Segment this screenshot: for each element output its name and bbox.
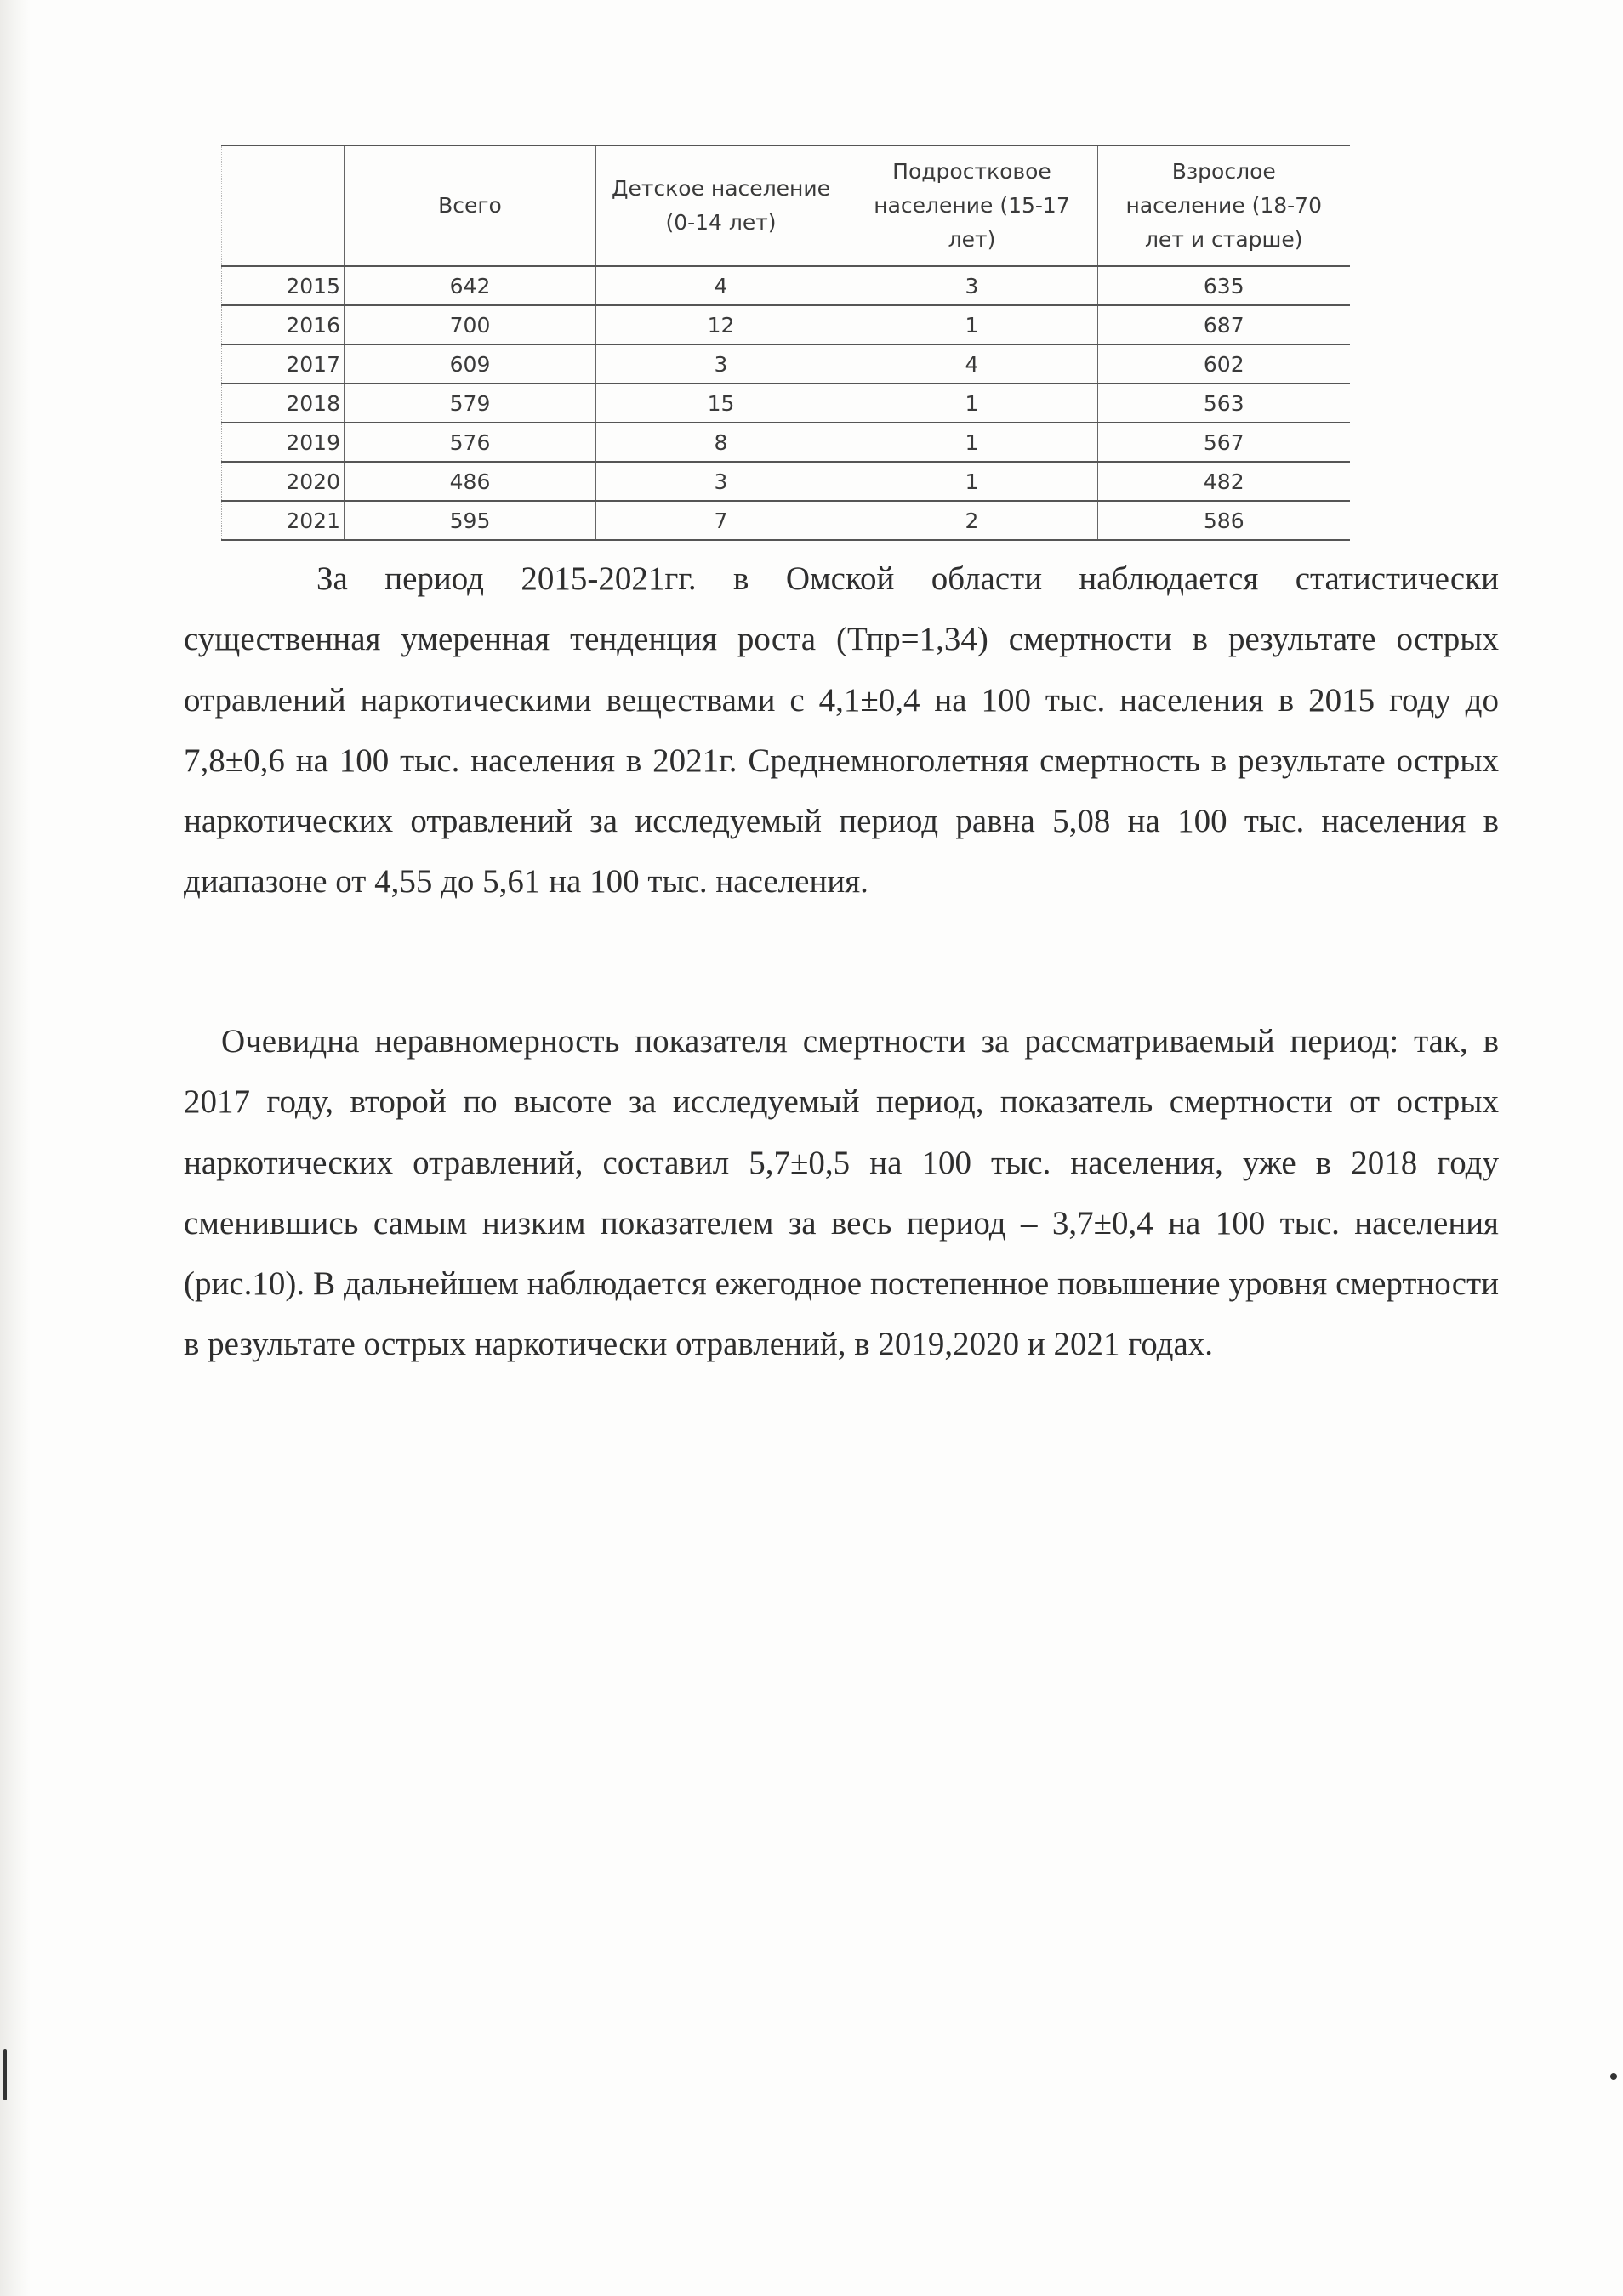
cell-adults: 482 <box>1098 462 1350 501</box>
table-row <box>222 462 1350 501</box>
cell-adults: 687 <box>1098 305 1350 344</box>
table-row <box>222 305 1350 344</box>
cell-adults: 635 <box>1098 266 1350 305</box>
cell-teens: 1 <box>846 384 1098 423</box>
cell-teens: 1 <box>846 423 1098 462</box>
header-year <box>222 145 345 266</box>
paragraph-trend <box>184 548 1499 912</box>
cell-teens: 3 <box>846 266 1098 305</box>
cell-year: 2021 <box>222 501 345 540</box>
header-teens-line: лет) <box>948 227 996 252</box>
table-row <box>222 344 1350 384</box>
cell-children: 3 <box>596 462 846 501</box>
cell-total: 576 <box>345 423 596 462</box>
table-row <box>222 423 1350 462</box>
mortality-table <box>221 145 1350 541</box>
header-adults-line: население (18-70 <box>1125 193 1322 218</box>
paragraph-text: Очевидна неравномерность показателя смертности за рассматриваемый период: так, в 2017 году, второй по высоте за исследуемый период, показатель смертности от острых наркотических отравлений, составил 5,7±0,5 на 100 тыс. населения, уже в 2018 году сменившись самым низким показателем за весь период – 3,7±0,4 на 100 тыс. населения (рис.10). В дальнейшем наблюдается ежегодное постепенное повышение уровня смертности в результате острых наркотически отравлений, в 2019,2020 и 2021 годах. <box>184 1023 1499 1363</box>
cell-children: 15 <box>596 384 846 423</box>
table-header <box>222 145 1350 266</box>
header-total <box>345 145 596 266</box>
paragraph-text: За период 2015-2021гг. в Омской области наблюдается статистически существенная умеренная тенденция роста (Тпр=1,34) смертности в результате острых отравлений наркотическими веществами с 4,1±0,4 на 100 тыс. населения в 2015 году до 7,8±0,6 на 100 тыс. населения в 2021г. Среднемноголетняя смертность в результате острых наркотических отравлений за исследуемый период равна 5,08 на 100 тыс. населения в диапазоне от 4,55 до 5,61 на 100 тыс. населения. <box>184 560 1499 901</box>
cell-total: 486 <box>345 462 596 501</box>
cell-year: 2018 <box>222 384 345 423</box>
table-row <box>222 266 1350 305</box>
cell-teens: 4 <box>846 344 1098 384</box>
header-adults-line: Взрослое <box>1171 159 1276 184</box>
cell-children: 3 <box>596 344 846 384</box>
cell-total: 642 <box>345 266 596 305</box>
cell-total: 700 <box>345 305 596 344</box>
header-children-line: Детское население <box>611 176 831 201</box>
header-adults-line: лет и старше) <box>1144 227 1303 252</box>
header-children <box>596 145 846 266</box>
table-body <box>222 266 1350 540</box>
mortality-table-wrapper <box>221 145 1349 541</box>
table-row <box>222 384 1350 423</box>
cell-total: 609 <box>345 344 596 384</box>
header-teens-line: Подростковое <box>892 159 1051 184</box>
header-adults <box>1098 145 1350 266</box>
scan-edge <box>0 0 31 2296</box>
cell-adults: 602 <box>1098 344 1350 384</box>
header-total-label: Всего <box>438 193 502 218</box>
cell-children: 4 <box>596 266 846 305</box>
cell-teens: 1 <box>846 305 1098 344</box>
scan-speck <box>3 2049 7 2100</box>
cell-adults: 567 <box>1098 423 1350 462</box>
cell-teens: 1 <box>846 462 1098 501</box>
cell-year: 2015 <box>222 266 345 305</box>
cell-year: 2016 <box>222 305 345 344</box>
table-row <box>222 501 1350 540</box>
cell-children: 8 <box>596 423 846 462</box>
cell-year: 2017 <box>222 344 345 384</box>
header-teens-line: население (15-17 <box>874 193 1070 218</box>
header-children-line: (0-14 лет) <box>665 210 777 235</box>
paragraph-unevenness <box>184 1011 1499 1375</box>
cell-adults: 563 <box>1098 384 1350 423</box>
cell-children: 12 <box>596 305 846 344</box>
cell-year: 2019 <box>222 423 345 462</box>
cell-teens: 2 <box>846 501 1098 540</box>
cell-total: 595 <box>345 501 596 540</box>
cell-year: 2020 <box>222 462 345 501</box>
cell-total: 579 <box>345 384 596 423</box>
cell-adults: 586 <box>1098 501 1350 540</box>
header-teens <box>846 145 1098 266</box>
scan-speck <box>1610 2073 1617 2080</box>
cell-children: 7 <box>596 501 846 540</box>
